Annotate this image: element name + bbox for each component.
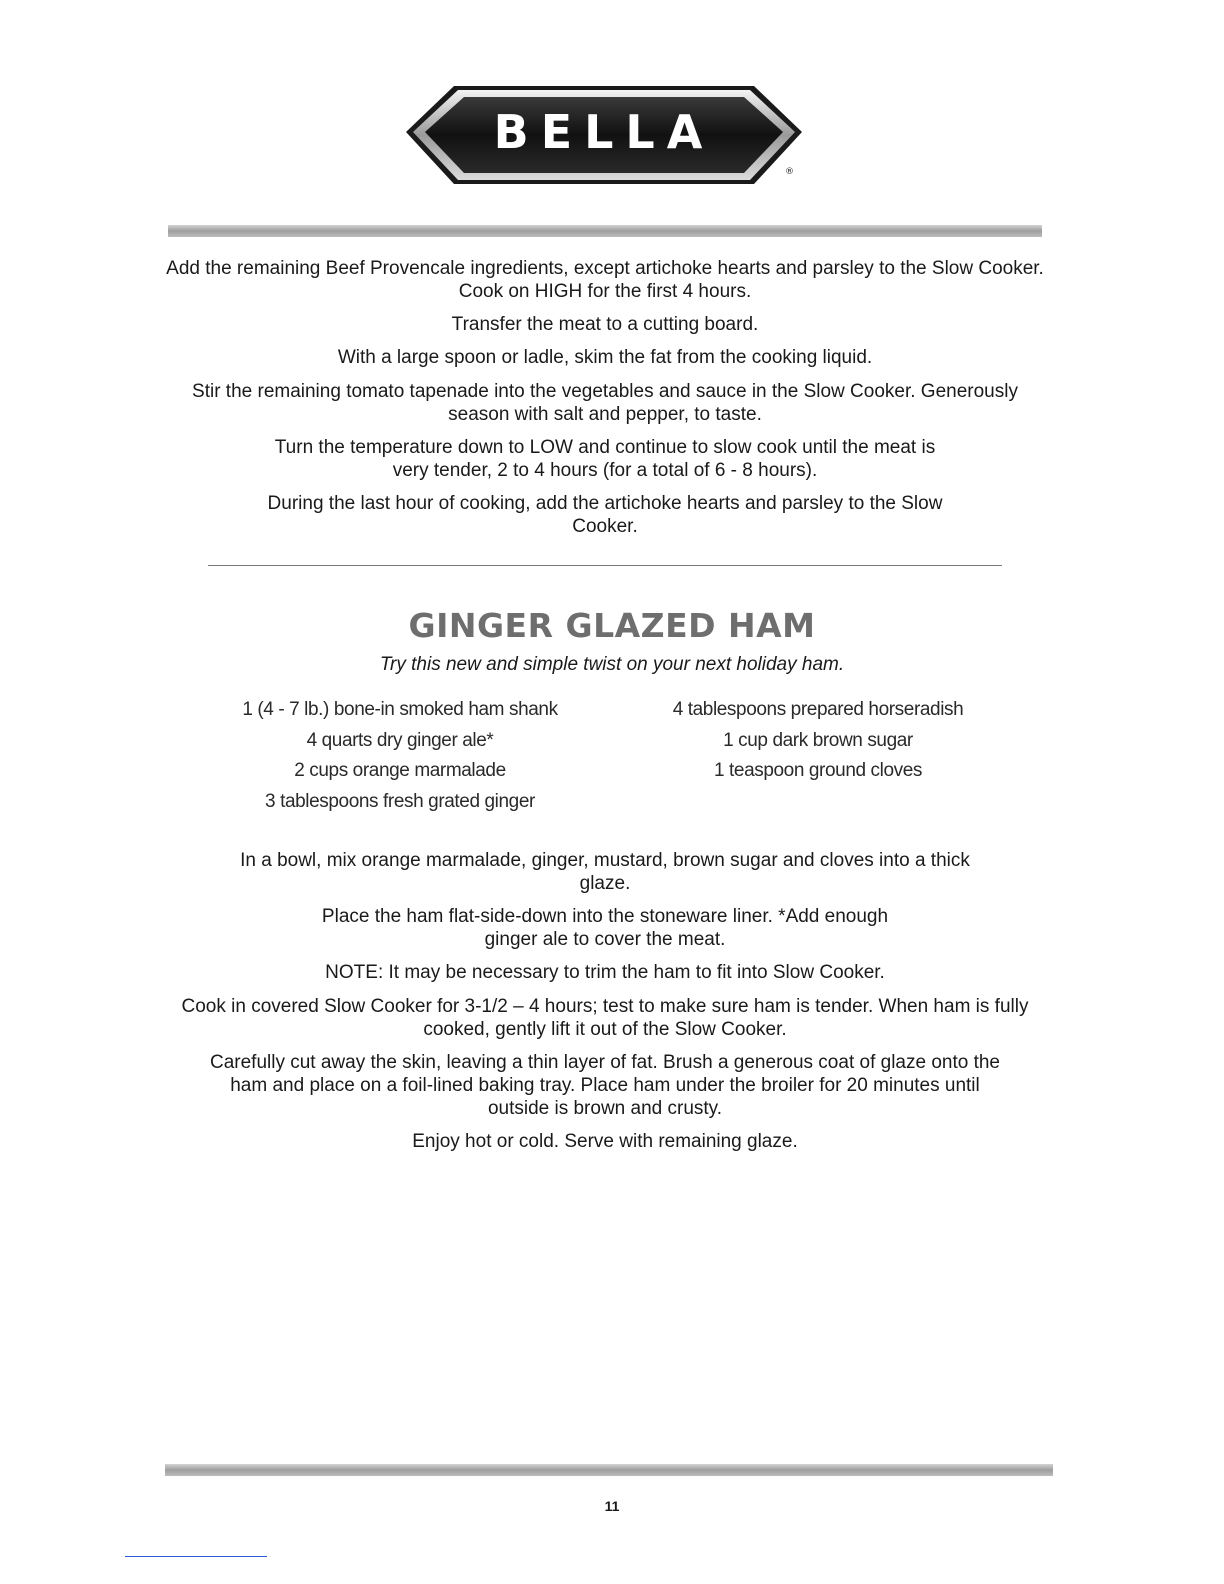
recipe-step-4: Cook in covered Slow Cooker for 3-1/2 – 4 hours; test to make sure ham is tender. When ham is fully cooked, gently lift it out of the Slow Cooker.: [181, 996, 1029, 1040]
ingredient-item: 3 tablespoons fresh grated ginger: [265, 790, 535, 812]
registered-mark: ®: [785, 167, 794, 177]
ingredient-item: 4 tablespoons prepared horseradish: [672, 699, 964, 720]
intro-step-2: Transfer the meat to a cutting board.: [451, 314, 759, 335]
recipe-step-5: Carefully cut away the skin, leaving a thin layer of fat. Brush a generous coat of glaze onto the ham and place on a foil-lined baking tray. Place ham under the broiler for 20 minutes until outside is brown and crusty.: [209, 1052, 1000, 1119]
intro-step-3: With a large spoon or ladle, skim the fat from the cooking liquid.: [337, 347, 873, 368]
intro-step-4: Stir the remaining tomato tapenade into the vegetables and sauce in the Slow Cooker. Generously season with salt and pepper, to taste.: [192, 381, 1018, 425]
bella-logo: [404, 84, 804, 190]
header-bar: [168, 225, 1042, 237]
ingredient-item: 1 cup dark brown sugar: [723, 729, 913, 751]
recipe-step-3: NOTE: It may be necessary to trim the ham to fit into Slow Cooker.: [325, 962, 885, 983]
page-number: 11: [604, 1498, 620, 1514]
recipe-step-6: Enjoy hot or cold. Serve with remaining glaze.: [412, 1131, 798, 1152]
intro-step-1: Add the remaining Beef Provencale ingredients, except artichoke hearts and parsley to the Slow Cooker. Cook on HIGH for the first 4 hours.: [166, 258, 1044, 302]
ingredient-item: 4 quarts dry ginger ale*: [306, 729, 494, 751]
section-divider: [208, 565, 1002, 566]
recipe-step-2: Place the ham flat-side-down into the stoneware liner. *Add enough ginger ale to cover the meat.: [321, 906, 889, 950]
footer-bar: [165, 1464, 1053, 1476]
ingredients-left: [200, 695, 600, 817]
ingredient-item: 1 (4 - 7 lb.) bone-in smoked ham shank: [242, 699, 558, 720]
bella-logo-text: BELLA: [493, 105, 715, 159]
ingredients-right: [618, 695, 1018, 787]
ingredient-item: 1 teaspoon ground cloves: [713, 760, 922, 781]
intro-step-5: Turn the temperature down to LOW and continue to slow cook until the meat is very tender, 2 to 4 hours (for a total of 6 - 8 hours).: [274, 437, 936, 481]
recipe-subtitle: Try this new and simple twist on your next holiday ham.: [379, 654, 845, 675]
recipe-title: GINGER GLAZED HAM: [408, 606, 816, 645]
recipe-step-1: In a bowl, mix orange marmalade, ginger, mustard, brown sugar and cloves into a thick glaze.: [240, 850, 970, 894]
intro-step-6: During the last hour of cooking, add the artichoke hearts and parsley to the Slow Cooker.: [267, 493, 943, 537]
ingredient-item: 2 cups orange marmalade: [294, 760, 506, 781]
footer-link-underline[interactable]: [125, 1556, 267, 1557]
